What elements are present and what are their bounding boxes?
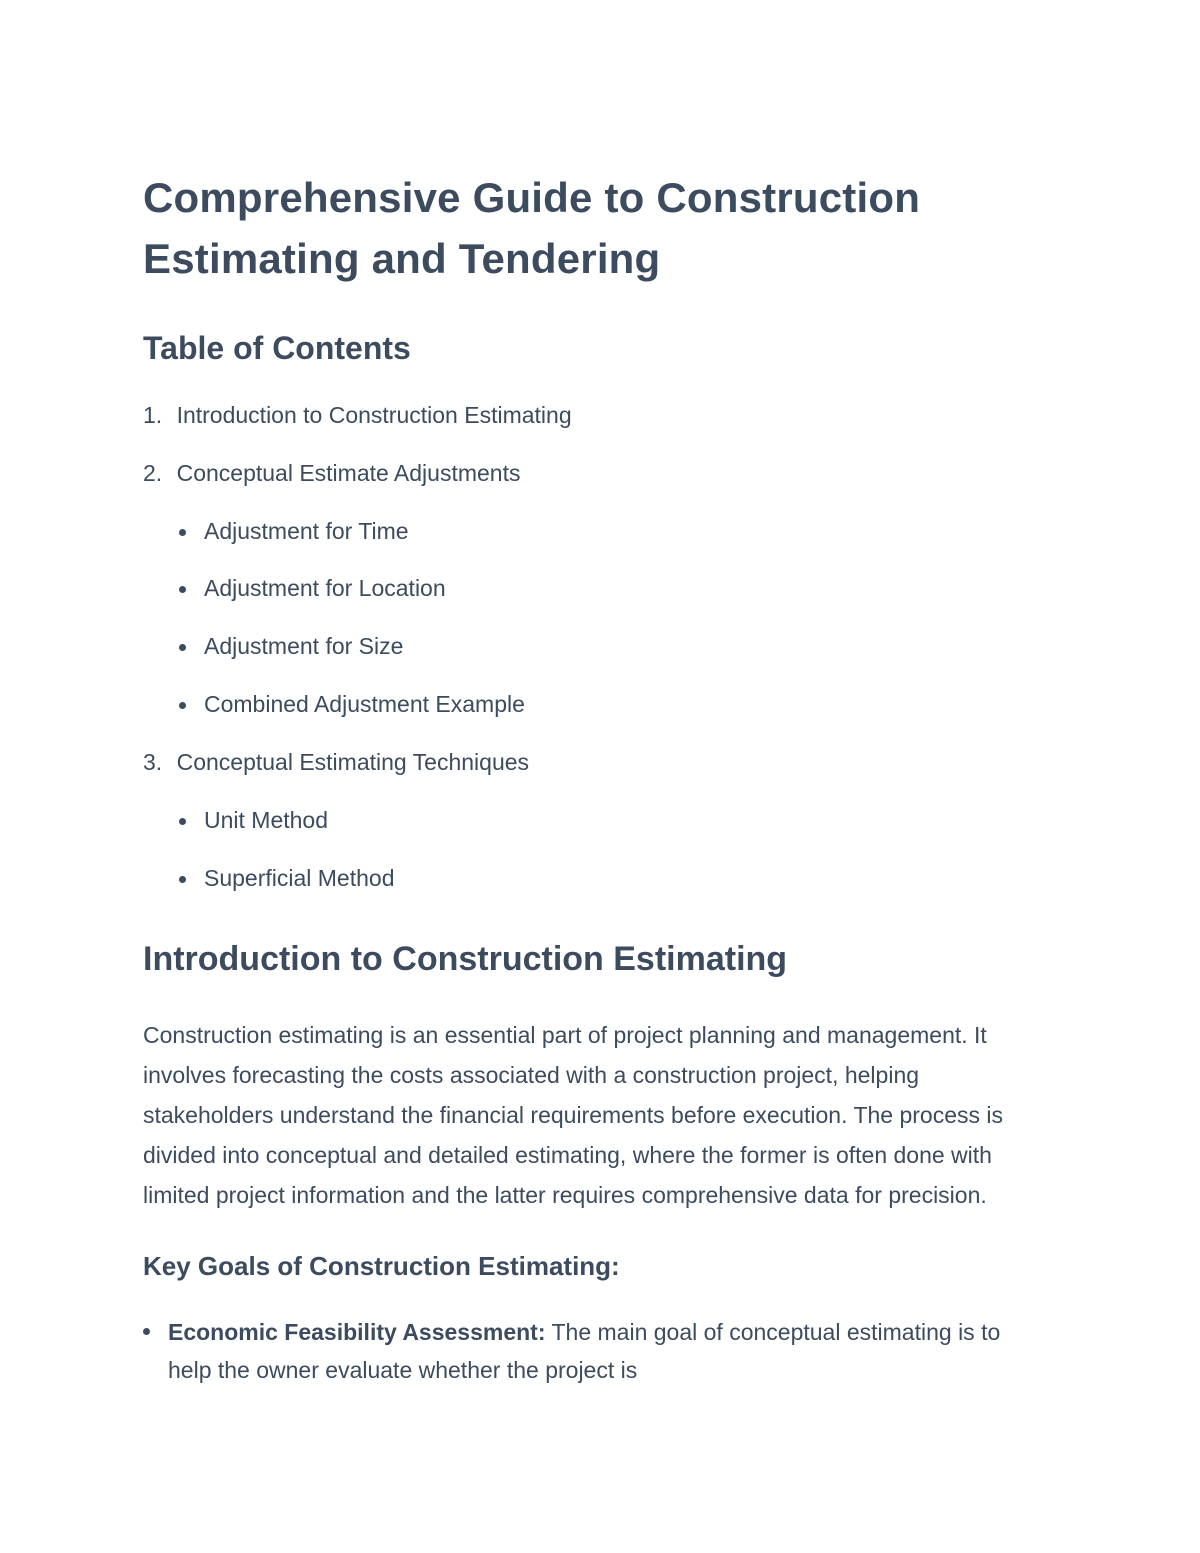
toc-subitem-label: Adjustment for Size <box>204 633 404 660</box>
toc-item-3 <box>143 748 1032 894</box>
bullet-icon <box>179 644 186 651</box>
bullet-icon <box>179 876 186 883</box>
bullet-icon <box>179 586 186 593</box>
table-of-contents <box>143 401 1032 894</box>
toc-subitem <box>179 517 1032 547</box>
toc-subitem <box>179 574 1032 604</box>
toc-item-1 <box>143 401 1032 431</box>
toc-item-label: Conceptual Estimating Techniques <box>176 749 530 776</box>
toc-item-label: Conceptual Estimate Adjustments <box>176 459 521 486</box>
toc-item-2 <box>143 459 1032 720</box>
toc-subitem-label: Combined Adjustment Example <box>204 691 525 718</box>
toc-subitem-label: Superficial Method <box>204 864 395 891</box>
page-title: Comprehensive Guide to Construction Estimating and Tendering <box>143 174 921 282</box>
toc-subitem <box>179 632 1032 662</box>
toc-sublist <box>179 806 1032 894</box>
bullet-icon <box>179 702 186 709</box>
introduction-paragraph: Construction estimating is an essential part of project planning and management. It involves forecasting the costs associated with a construction project, helping stakeholders understand the financial requirements before execution. The process is divided into conceptual and detailed estimating, where the former is often done with limited project information and the latter requires comprehensive data for precision. <box>143 1021 1004 1208</box>
toc-item-number: 3. <box>143 749 169 776</box>
key-goals-heading: Key Goals of Construction Estimating: <box>143 1250 620 1281</box>
toc-subitem <box>179 806 1032 836</box>
toc-item-label: Introduction to Construction Estimating <box>176 401 572 428</box>
bullet-icon <box>179 818 186 825</box>
key-goals-list <box>143 1314 1032 1390</box>
toc-item-number: 2. <box>143 459 169 486</box>
bullet-icon <box>179 529 186 536</box>
goal-item <box>143 1314 1032 1390</box>
goal-text <box>168 1314 1032 1390</box>
toc-item-number: 1. <box>143 401 169 428</box>
toc-subitem-label: Unit Method <box>204 807 329 834</box>
toc-subitem-label: Adjustment for Location <box>204 575 446 602</box>
bullet-icon <box>143 1328 150 1335</box>
toc-sublist <box>179 517 1032 721</box>
section-heading-introduction: Introduction to Construction Estimating <box>143 939 788 978</box>
toc-heading: Table of Contents <box>143 329 411 366</box>
toc-subitem <box>179 690 1032 720</box>
toc-subitem <box>179 864 1032 894</box>
goal-term: Economic Feasibility Assessment: <box>168 1318 546 1345</box>
toc-subitem-label: Adjustment for Time <box>204 517 409 544</box>
goal-description: The main goal of conceptual estimating is to help the owner evaluate whether the project is <box>168 1318 1001 1383</box>
